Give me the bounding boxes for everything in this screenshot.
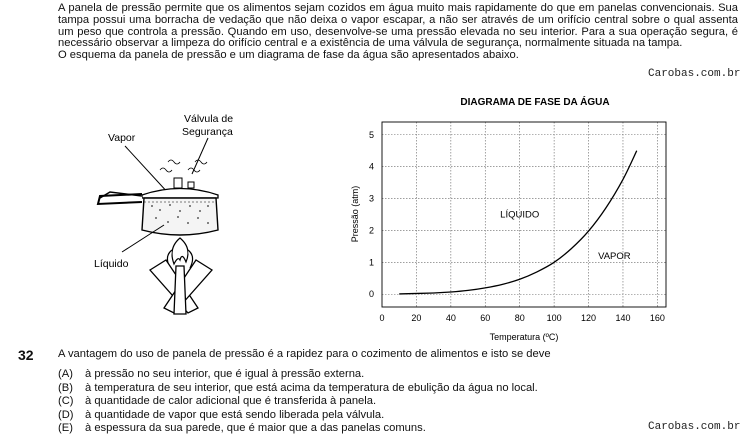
answer-option[interactable] <box>58 395 538 409</box>
x-tick-label: 160 <box>649 313 665 323</box>
option-text: à quantidade de calor adicional que é transferida à panela. <box>85 395 377 407</box>
y-tick-label: 0 <box>368 289 374 300</box>
y-tick-labels <box>369 130 374 299</box>
pressure-cooker-diagram <box>80 110 270 320</box>
option-text: à espessura da sua parede, que é maior que a das panelas comuns. <box>85 422 426 434</box>
flame-icon <box>167 238 192 268</box>
answer-option[interactable] <box>58 382 538 396</box>
option-letter: (A) <box>58 368 73 380</box>
option-text: à pressão no seu interior, que é igual à pressão externa. <box>85 368 365 380</box>
pot-lid <box>142 189 218 199</box>
intro-paragraph: A panela de pressão permite que os alimentos sejam cozidos em água muito mais rapidamente do que em panelas convencionais. Sua tampa possui uma borracha de vedação que não deixa o vapor escapar, a não ser através de um orifício central sobre o qual assenta um peso que controla a pressão. Quando em uso, desenvolve-se uma pressão elevada no seu interior. Para a sua operação segura, é necessário observar a limpeza do orifício central e a existência de uma válvula de segurança, normalmente situada na tampa. <box>58 2 738 50</box>
vapor-label: Vapor <box>108 132 136 144</box>
x-tick-label: 40 <box>445 313 456 323</box>
valve-pointer <box>192 138 208 174</box>
valve-label-2: Segurança <box>182 126 233 138</box>
chart-title: DIAGRAMA DE FASE DA ÁGUA <box>460 97 610 108</box>
option-text: à temperatura de seu interior, que está acima da temperatura de ebulição da água no local. <box>85 381 538 394</box>
y-tick-label: 5 <box>368 129 374 140</box>
x-axis-label: Temperatura (ºC) <box>489 332 559 342</box>
option-letter: (D) <box>58 408 74 421</box>
safety-valve <box>188 182 194 188</box>
answer-option[interactable] <box>58 409 538 423</box>
phase-curve <box>399 151 637 294</box>
answer-option[interactable] <box>58 422 538 436</box>
liquid-label: Líquido <box>94 258 129 270</box>
x-tick-label: 140 <box>615 313 631 323</box>
option-letter: (C) <box>58 395 74 407</box>
region-label: LÍQUIDO <box>500 209 540 221</box>
steam-icon <box>160 160 207 172</box>
pot-body <box>142 198 218 235</box>
watermark: Carobas.com.br <box>648 421 741 433</box>
y-tick-label: 4 <box>368 161 374 172</box>
phase-diagram-chart <box>350 92 670 342</box>
x-tick-label: 20 <box>411 313 422 323</box>
x-tick-labels <box>379 313 664 323</box>
valve-label-1: Válvula de <box>184 113 234 125</box>
answer-options <box>58 368 538 436</box>
x-tick-label: 120 <box>581 313 597 323</box>
vapor-pointer <box>125 146 170 195</box>
x-tick-label: 80 <box>514 313 525 323</box>
y-tick-label: 1 <box>368 257 374 268</box>
option-letter: (E) <box>58 422 73 434</box>
x-tick-label: 100 <box>546 313 562 323</box>
answer-option[interactable] <box>58 368 538 382</box>
question-number: 32 <box>18 347 34 363</box>
option-text: à quantidade de vapor que está sendo liberada pela válvula. <box>85 408 385 421</box>
x-tick-label: 0 <box>379 313 385 323</box>
question-stem: A vantagem do uso de panela de pressão é a rapidez para o cozimento de alimentos e isto se deve <box>58 348 551 360</box>
intro-line2: O esquema da panela de pressão e um diagrama de fase da água são apresentados abaixo. <box>58 49 519 62</box>
y-axis-label: Pressão (atm) <box>350 185 360 243</box>
firewood-icon <box>150 260 212 314</box>
y-tick-label: 2 <box>368 225 374 236</box>
y-tick-label: 3 <box>368 193 374 204</box>
option-letter: (B) <box>58 381 73 394</box>
intro-text <box>58 3 738 62</box>
watermark: Carobas.com.br <box>648 68 741 80</box>
x-tick-label: 60 <box>480 313 491 323</box>
valve-weight <box>174 178 182 188</box>
region-label: VAPOR <box>598 251 631 263</box>
